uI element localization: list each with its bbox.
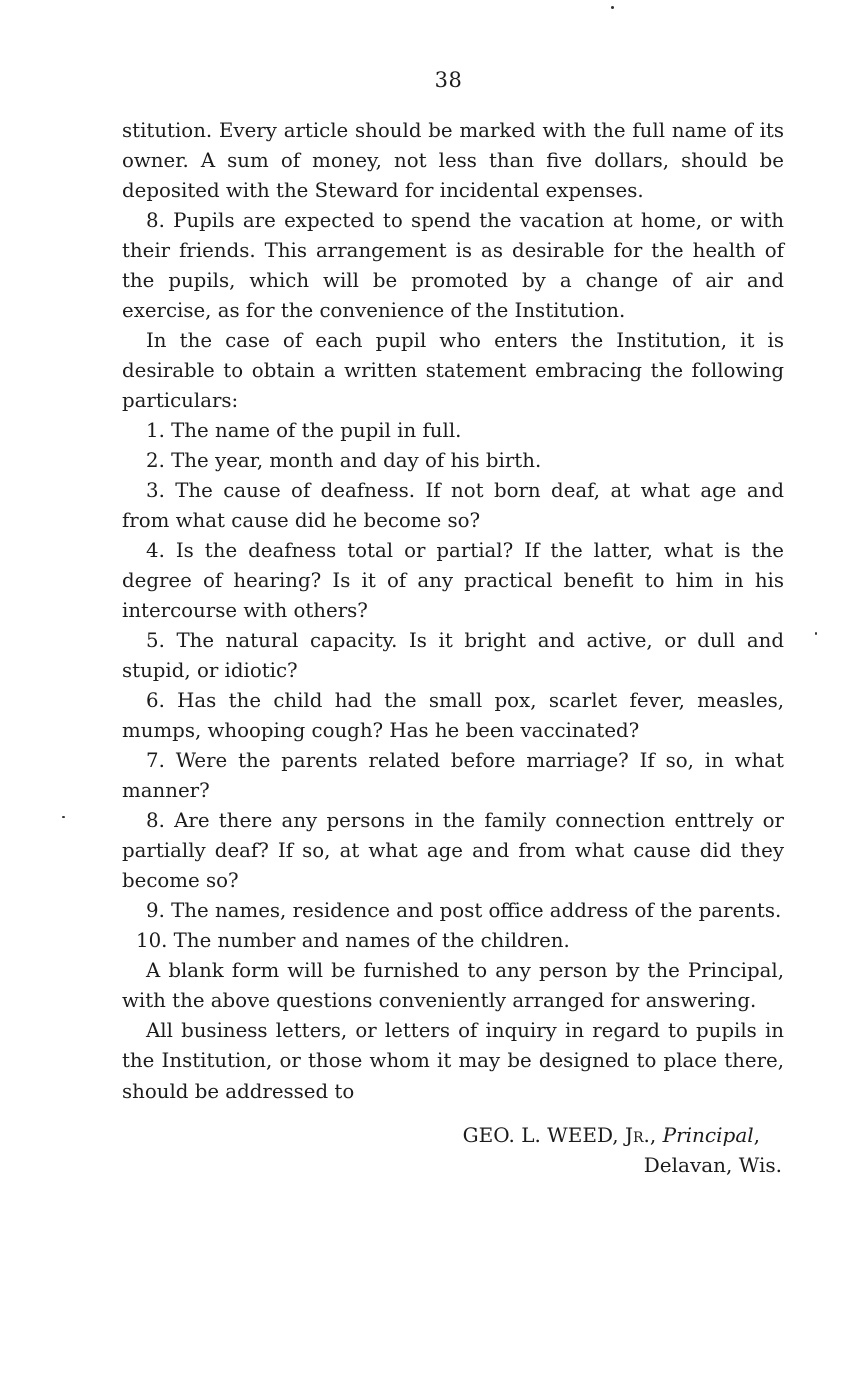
signature-location: Delavan, Wis. bbox=[643, 1153, 782, 1177]
paragraph-business-letters: All business letters, or letters of inquiry in regard to pupils in the Institution, or those whom it may be designed to place there, should be addressed to bbox=[122, 1019, 784, 1103]
list-item: 2. The year, month and day of his birth. bbox=[146, 449, 542, 473]
signature-trailing-comma: , bbox=[753, 1123, 760, 1147]
signature-name: GEO. L. WEED, bbox=[462, 1123, 625, 1147]
list-item: 5. The natural capacity. Is it bright and active, or dull and stupid, or idiotic? bbox=[122, 629, 784, 683]
list-item: 7. Were the parents related before marriage? If so, in what manner? bbox=[122, 749, 784, 803]
list-item: 9. The names, residence and post office address of the parents. bbox=[146, 899, 782, 923]
paper-speck bbox=[815, 632, 817, 635]
paragraph-vacation: 8. Pupils are expected to spend the vacation at home, or with their friends. This arrangement is as desirable for the health of the pupils, which will be promoted by a change of air and exercise, as for the convenience of the Institution. bbox=[122, 209, 784, 323]
page-number: 38 bbox=[434, 68, 463, 92]
signature-comma: , bbox=[649, 1123, 663, 1147]
paragraph-blank-form: A blank form will be furnished to any person by the Principal, with the above questions conveniently arranged for answering. bbox=[122, 959, 784, 1013]
body-text bbox=[122, 116, 784, 1107]
list-item: 1. The name of the pupil in full. bbox=[146, 419, 462, 443]
signature-block bbox=[122, 1120, 784, 1180]
list-item: 4. Is the deafness total or partial? If the latter, what is the degree of hearing? Is it of any practical benefit to him in his intercourse with others? bbox=[122, 539, 784, 623]
list-item: 6. Has the child had the small pox, scarlet fever, measles, mumps, whooping cough? Has he been vaccinated? bbox=[122, 689, 784, 743]
signature-name-line bbox=[122, 1120, 784, 1150]
list-item: 3. The cause of deafness. If not born deaf, at what age and from what cause did he become so? bbox=[122, 479, 784, 533]
paper-speck bbox=[62, 816, 65, 818]
list-item: 8. Are there any persons in the family connection enttrely or partially deaf? If so, at what age and from what cause did they become so? bbox=[122, 809, 784, 893]
list-item: 10. The number and names of the children. bbox=[136, 929, 570, 953]
paper-speck bbox=[611, 6, 614, 9]
paragraph-continuation: stitution. Every article should be marked with the full name of its owner. A sum of money, not less than five dollars, should be deposited with the Steward for incidental expenses. bbox=[122, 119, 784, 203]
signature-title: Principal bbox=[662, 1123, 754, 1147]
paragraph-statement-intro: In the case of each pupil who enters the Institution, it is desirable to obtain a written statement embracing the following particulars: bbox=[122, 329, 784, 413]
signature-suffix: Jr. bbox=[624, 1123, 650, 1147]
